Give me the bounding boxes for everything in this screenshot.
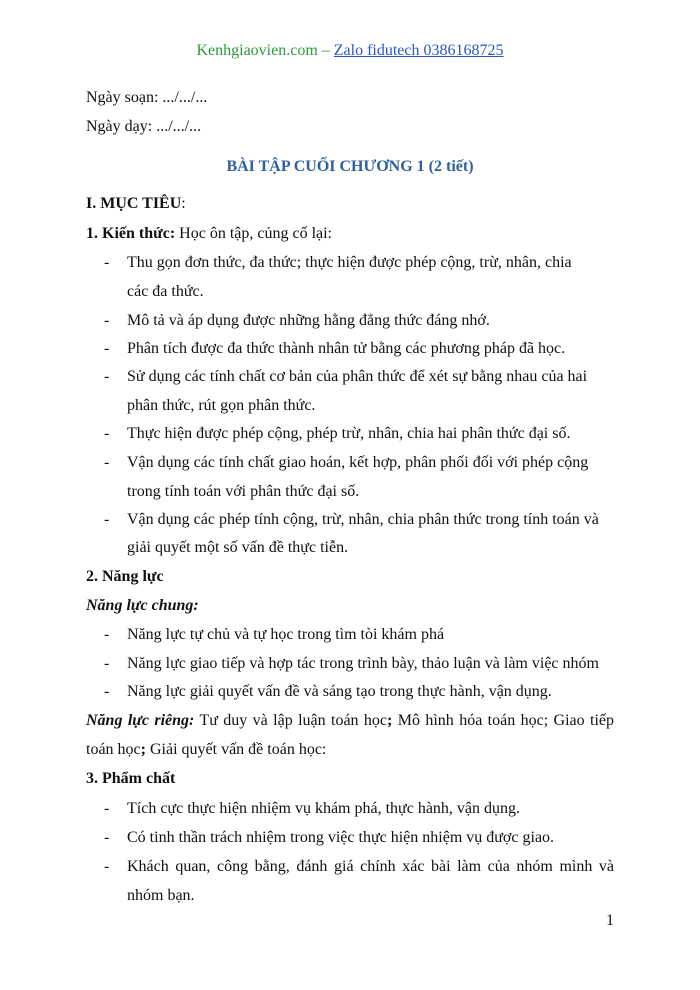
page-number: 1 bbox=[606, 912, 614, 929]
header-site[interactable]: Kenhgiaovien.com bbox=[196, 42, 318, 59]
specific-ability-semicolon-2: ; bbox=[140, 741, 146, 758]
bullet-dash: - bbox=[104, 858, 110, 875]
knowledge-item-7-line-2: giải quyết một số vấn đề thực tiễn. bbox=[127, 539, 349, 556]
ngay-soan: Ngày soạn: .../.../... bbox=[86, 89, 208, 106]
bullet-dash: - bbox=[104, 655, 110, 672]
general-ability-item-1: Năng lực tự chủ và tự học trong tìm tòi khám phá bbox=[127, 626, 445, 643]
ability-heading: 2. Năng lực bbox=[86, 568, 164, 585]
knowledge-item-4-line-1: Sử dụng các tính chất cơ bản của phân thức để xét sự bằng nhau của hai bbox=[127, 368, 588, 385]
bullet-dash: - bbox=[104, 626, 110, 643]
knowledge-item-3: Phân tích được đa thức thành nhân tử bằng các phương pháp đã học. bbox=[127, 340, 566, 357]
specific-ability-text-a: Tư duy và lập luận toán học bbox=[194, 712, 388, 729]
knowledge-item-1-line-1: Thu gọn đơn thức, đa thức; thực hiện được phép cộng, trừ, nhân, chia bbox=[127, 254, 572, 271]
knowledge-item-4-line-2: phân thức, rút gọn phân thức. bbox=[127, 397, 316, 414]
knowledge-item-7-line-1: Vận dụng các phép tính cộng, trừ, nhân, chia phân thức trong tính toán và bbox=[127, 511, 599, 528]
knowledge-label: 1. Kiến thức: bbox=[86, 225, 176, 242]
bullet-dash: - bbox=[104, 800, 110, 817]
general-ability-item-3: Năng lực giải quyết vấn đề và sáng tạo trong thực hành, vận dụng. bbox=[127, 683, 552, 700]
bullet-dash: - bbox=[104, 829, 110, 846]
knowledge-item-2: Mô tả và áp dụng được những hằng đẳng thức đáng nhớ. bbox=[127, 312, 490, 329]
knowledge-item-6-line-1: Vận dụng các tính chất giao hoán, kết hợp, phân phối đối với phép cộng bbox=[127, 454, 589, 471]
specific-ability-line-1 bbox=[86, 712, 614, 730]
bullet-dash: - bbox=[104, 340, 110, 357]
knowledge-item-1-line-2: các đa thức. bbox=[127, 283, 204, 300]
page-header bbox=[0, 42, 700, 60]
bullet-dash: - bbox=[104, 511, 110, 528]
specific-ability-text-c: toán học bbox=[86, 741, 141, 758]
specific-ability-text-b: Mô hình hóa toán học; Giao tiếp bbox=[392, 712, 615, 729]
knowledge-item-5: Thực hiện được phép cộng, phép trừ, nhân, chia hai phân thức đại số. bbox=[127, 425, 571, 442]
section-objectives-heading bbox=[86, 195, 186, 213]
objectives-heading-text: I. MỤC TIÊU bbox=[86, 195, 182, 212]
quality-item-2: Có tinh thần trách nhiệm trong việc thực hiện nhiệm vụ được giao. bbox=[127, 829, 555, 846]
knowledge-item-6-line-2: trong tính toán với phân thức đại số. bbox=[127, 483, 360, 500]
bullet-dash: - bbox=[104, 254, 110, 271]
knowledge-text: Học ôn tập, củng cố lại: bbox=[175, 225, 332, 242]
header-separator: – bbox=[317, 42, 334, 59]
lesson-title: BÀI TẬP CUỐI CHƯƠNG 1 (2 tiết) bbox=[226, 158, 474, 175]
specific-ability-line-2 bbox=[86, 741, 326, 759]
specific-ability-semicolon: ; bbox=[387, 712, 393, 729]
bullet-dash: - bbox=[104, 425, 110, 442]
quality-item-1: Tích cực thực hiện nhiệm vụ khám phá, thực hành, vận dụng. bbox=[127, 800, 521, 817]
bullet-dash: - bbox=[104, 683, 110, 700]
header-zalo-link[interactable]: Zalo fidutech 0386168725 bbox=[333, 42, 504, 59]
objectives-colon: : bbox=[181, 195, 186, 212]
bullet-dash: - bbox=[104, 368, 110, 385]
quality-item-3-line-2: nhóm bạn. bbox=[127, 887, 195, 904]
ngay-day: Ngày dạy: .../.../... bbox=[86, 118, 202, 135]
bullet-dash: - bbox=[104, 312, 110, 329]
knowledge-heading bbox=[86, 225, 332, 243]
bullet-dash: - bbox=[104, 454, 110, 471]
quality-heading: 3. Phẩm chất bbox=[86, 770, 176, 787]
general-ability-label: Năng lực chung: bbox=[86, 597, 199, 614]
general-ability-item-2: Năng lực giao tiếp và hợp tác trong trình bày, thảo luận và làm việc nhóm bbox=[127, 655, 599, 672]
quality-item-3-line-1: Khách quan, công bằng, đánh giá chính xác bài làm của nhóm mình và bbox=[127, 858, 614, 875]
specific-ability-text-d: Giải quyết vấn đề toán học: bbox=[145, 741, 327, 758]
specific-ability-label: Năng lực riêng: bbox=[86, 712, 195, 729]
